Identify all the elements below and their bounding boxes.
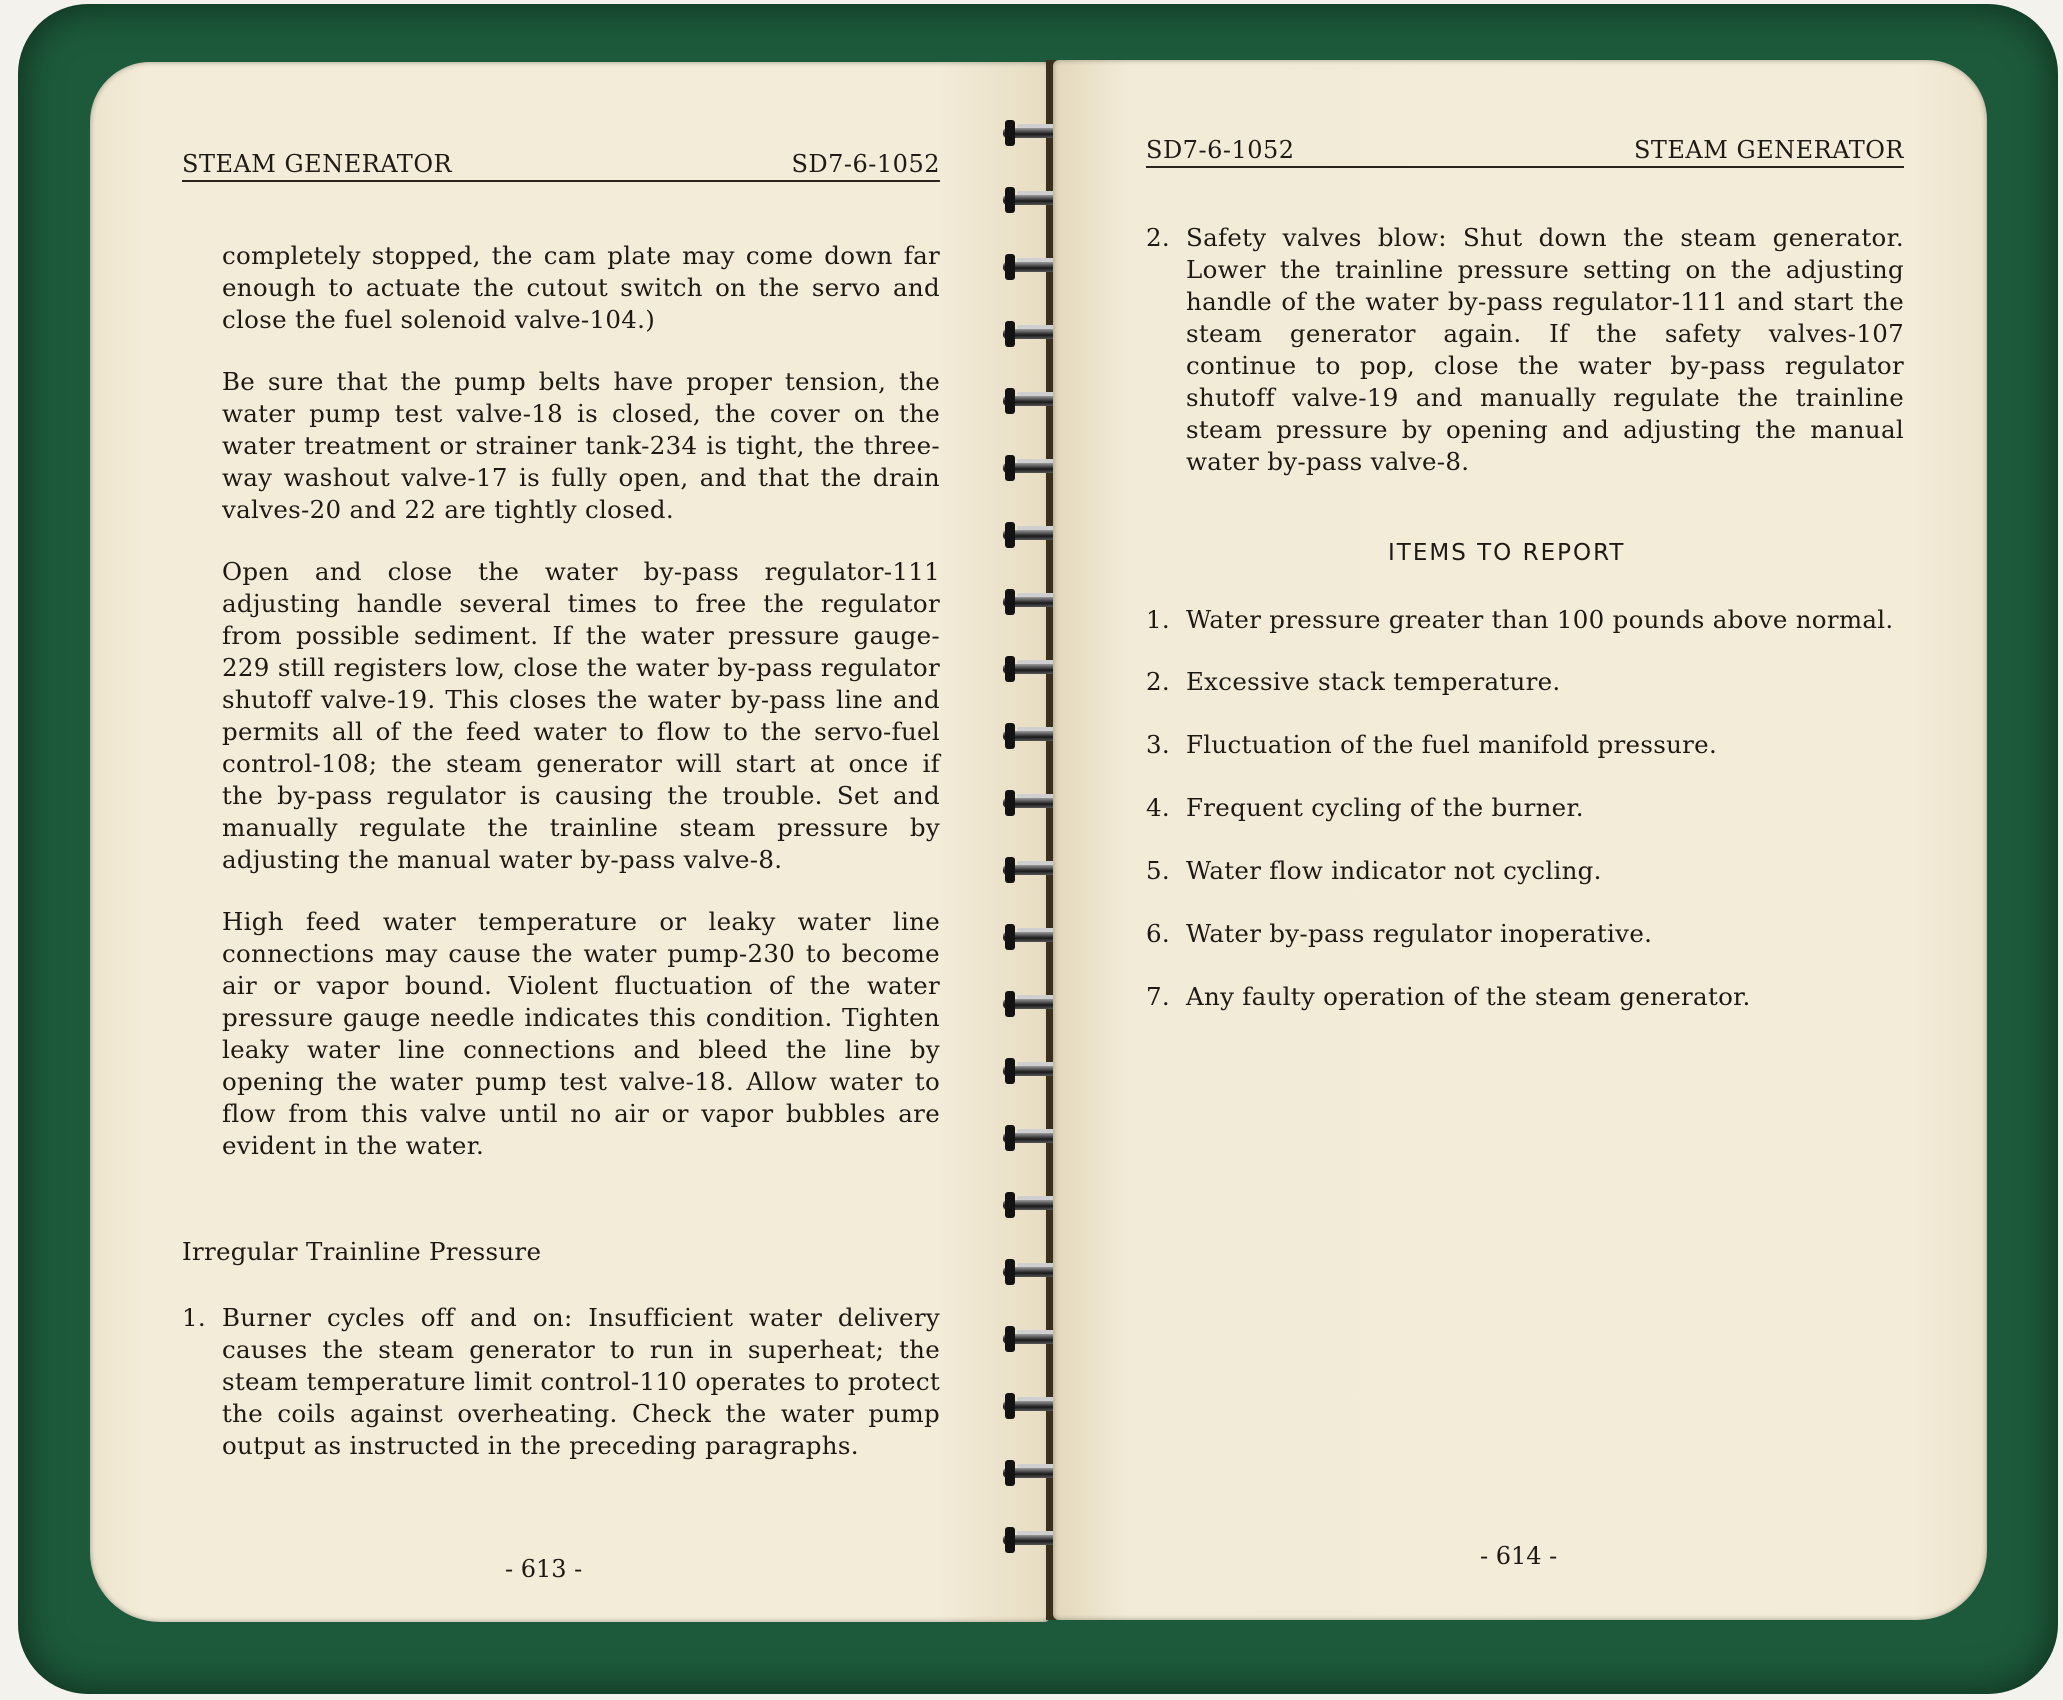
item-number: 1. bbox=[182, 1303, 206, 1332]
item-text: Safety valves blow: Shut down the steam generator. Lower the trainline pressure setting on the adjusting handle of the water by-pass regulator-111 and start the steam generator again. If the safety valves-107 continue to pop, close the water by-pass regulator shutoff valve-19 and manually regulate the trainline steam pressure by opening and adjusting the manual water by-pass valve-8. bbox=[1186, 223, 1904, 476]
item-text: Burner cycles off and on: Insufficient water delivery causes the steam generator to run in superheat; the steam temperature limit control-110 operates to protect the coils against overheating. Check the water pump output as instructed in the preceding paragraphs. bbox=[222, 1303, 940, 1460]
right-header-doc-number: SD7-6-1052 bbox=[1146, 136, 1295, 164]
item-number: 2. bbox=[1146, 223, 1170, 252]
page-number-left: - 613 - bbox=[505, 1555, 583, 1583]
right-header-title: STEAM GENERATOR bbox=[1633, 136, 1904, 164]
left-header-doc-number: SD7-6-1052 bbox=[791, 150, 940, 178]
items-to-report-title: ITEMS TO REPORT bbox=[1388, 540, 1626, 566]
report-items-list bbox=[1146, 604, 1904, 1044]
right-item-2 bbox=[1146, 222, 1904, 508]
section-heading-irregular-pressure: Irregular Trainline Pressure bbox=[182, 1237, 542, 1266]
left-page-header bbox=[182, 150, 940, 182]
report-item-text: Any faulty operation of the steam generator. bbox=[1186, 982, 1751, 1011]
report-item-text: Excessive stack temperature. bbox=[1186, 667, 1561, 696]
paragraph-bypass-regulator: Open and close the water by-pass regulator-111 adjusting handle several times to free the regulator from possible sediment. If the water pressure gauge-229 still registers low, close the water by-pass regulator shutoff valve-19. This closes the water by-pass line and permits all of the feed water to flow to the servo-fuel control-108; the steam generator will start at once if the by-pass regulator is causing the trouble. Set and manually regulate the trainline steam pressure by adjusting the manual water by-pass valve-8. bbox=[222, 557, 940, 874]
left-item-1 bbox=[182, 1302, 940, 1492]
report-item-text: Water flow indicator not cycling. bbox=[1186, 856, 1602, 885]
page-number-right: - 614 - bbox=[1480, 1542, 1558, 1570]
right-page-header bbox=[1146, 136, 1904, 168]
report-item-text: Fluctuation of the fuel manifold pressure. bbox=[1186, 730, 1718, 759]
report-item-text: Water by-pass regulator inoperative. bbox=[1186, 919, 1653, 948]
report-item-number: 7. bbox=[1146, 982, 1170, 1011]
report-item-text: Frequent cycling of the burner. bbox=[1186, 793, 1584, 822]
paragraph-cam-plate: completely stopped, the cam plate may come down far enough to actuate the cutout switch on the servo and close the fuel solenoid valve-104.) bbox=[222, 241, 940, 334]
report-item-number: 3. bbox=[1146, 730, 1170, 759]
report-item-number: 5. bbox=[1146, 856, 1170, 885]
left-header-title: STEAM GENERATOR bbox=[182, 150, 453, 178]
paragraph-pump-belts: Be sure that the pump belts have proper tension, the water pump test valve-18 is closed, the cover on the water treatment or strainer tank-234 is tight, the three-way washout valve-17 is fully open, and that the drain valves-20 and 22 are tightly closed. bbox=[222, 367, 940, 524]
report-item-number: 4. bbox=[1146, 793, 1170, 822]
left-page-body bbox=[222, 240, 940, 1192]
report-item-number: 2. bbox=[1146, 667, 1170, 696]
report-item-text: Water pressure greater than 100 pounds above normal. bbox=[1186, 605, 1894, 634]
paragraph-feed-water-temperature: High feed water temperature or leaky water line connections may cause the water pump-230 to become air or vapor bound. Violent fluctuation of the water pressure gauge needle indicates this condition. Tighten leaky water line connections and bleed the line by opening the water pump test valve-18. Allow water to flow from this valve until no air or vapor bubbles are evident in the water. bbox=[222, 907, 940, 1160]
report-item-number: 1. bbox=[1146, 605, 1170, 634]
report-item-number: 6. bbox=[1146, 919, 1170, 948]
